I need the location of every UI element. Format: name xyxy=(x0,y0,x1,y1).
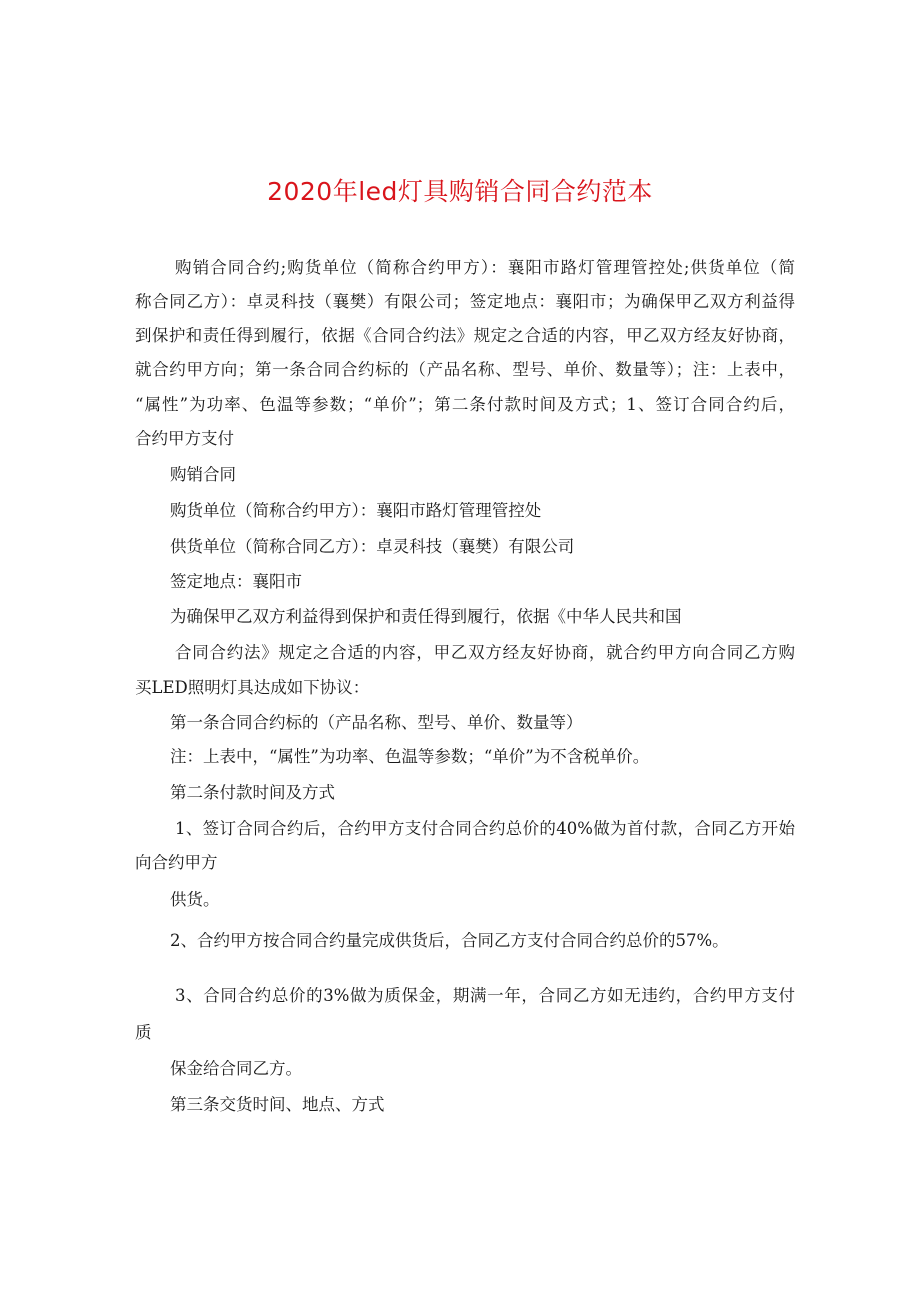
buyer-line: 购货单位（简称合约甲方）：襄阳市路灯管理管控处 xyxy=(170,501,542,520)
summary-line-2: 称合同乙方）：卓灵科技（襄樊）有限公司；签定地点：襄阳市；为确保甲乙双方利益得 xyxy=(135,292,795,311)
payment-3-line-1: 3、合同合约总价的3%做为质保金，期满一年，合同乙方如无违约，合约甲方支付 xyxy=(175,986,795,1005)
summary-line-6: 合约甲方支付 xyxy=(135,429,234,448)
location-line: 签定地点：襄阳市 xyxy=(170,572,302,591)
article-2: 第二条付款时间及方式 xyxy=(170,783,335,802)
note-line: 注：上表中，“属性”为功率、色温等参数；“单价”为不含税单价。 xyxy=(170,747,650,766)
basis-line-3: 买LED照明灯具达成如下协议： xyxy=(135,678,370,697)
payment-2: 2、合约甲方按合同合约量完成供货后，合同乙方支付合同合约总价的57%。 xyxy=(170,931,729,950)
summary-line-1: 购销合同合约;购货单位（简称合约甲方）：襄阳市路灯管理管控处;供货单位（简 xyxy=(175,258,795,277)
payment-3-line-2: 质 xyxy=(135,1023,152,1042)
payment-1-line-2: 向合约甲方 xyxy=(135,853,218,872)
article-1: 第一条合同合约标的（产品名称、型号、单价、数量等） xyxy=(170,713,583,732)
heading-contract: 购销合同 xyxy=(170,465,236,484)
payment-3-line-3: 保金给合同乙方。 xyxy=(170,1059,302,1078)
supplier-line: 供货单位（简称合同乙方）：卓灵科技（襄樊）有限公司 xyxy=(170,537,575,556)
article-3: 第三条交货时间、地点、方式 xyxy=(170,1095,385,1114)
payment-1-line-1: 1、签订合同合约后，合约甲方支付合同合约总价的40%做为首付款，合同乙方开始 xyxy=(175,819,795,838)
document-title: 2020年led灯具购销合同合约范本 xyxy=(267,177,653,206)
payment-1-line-3: 供货。 xyxy=(170,890,220,909)
summary-line-5: “属性”为功率、色温等参数；“单价”；第二条付款时间及方式；1、签订合同合约后， xyxy=(135,395,795,414)
summary-line-3: 到保护和责任得到履行，依据《合同合约法》规定之合适的内容，甲乙双方经友好协商， xyxy=(135,326,795,345)
basis-line-1: 为确保甲乙双方利益得到保护和责任得到履行，依据《中华人民共和国 xyxy=(170,607,682,626)
summary-line-4: 就合约甲方向；第一条合同合约标的（产品名称、型号、单价、数量等）；注：上表中， xyxy=(135,360,795,379)
basis-line-2: 合同合约法》规定之合适的内容，甲乙双方经友好协商，就合约甲方向合同乙方购 xyxy=(175,643,795,662)
